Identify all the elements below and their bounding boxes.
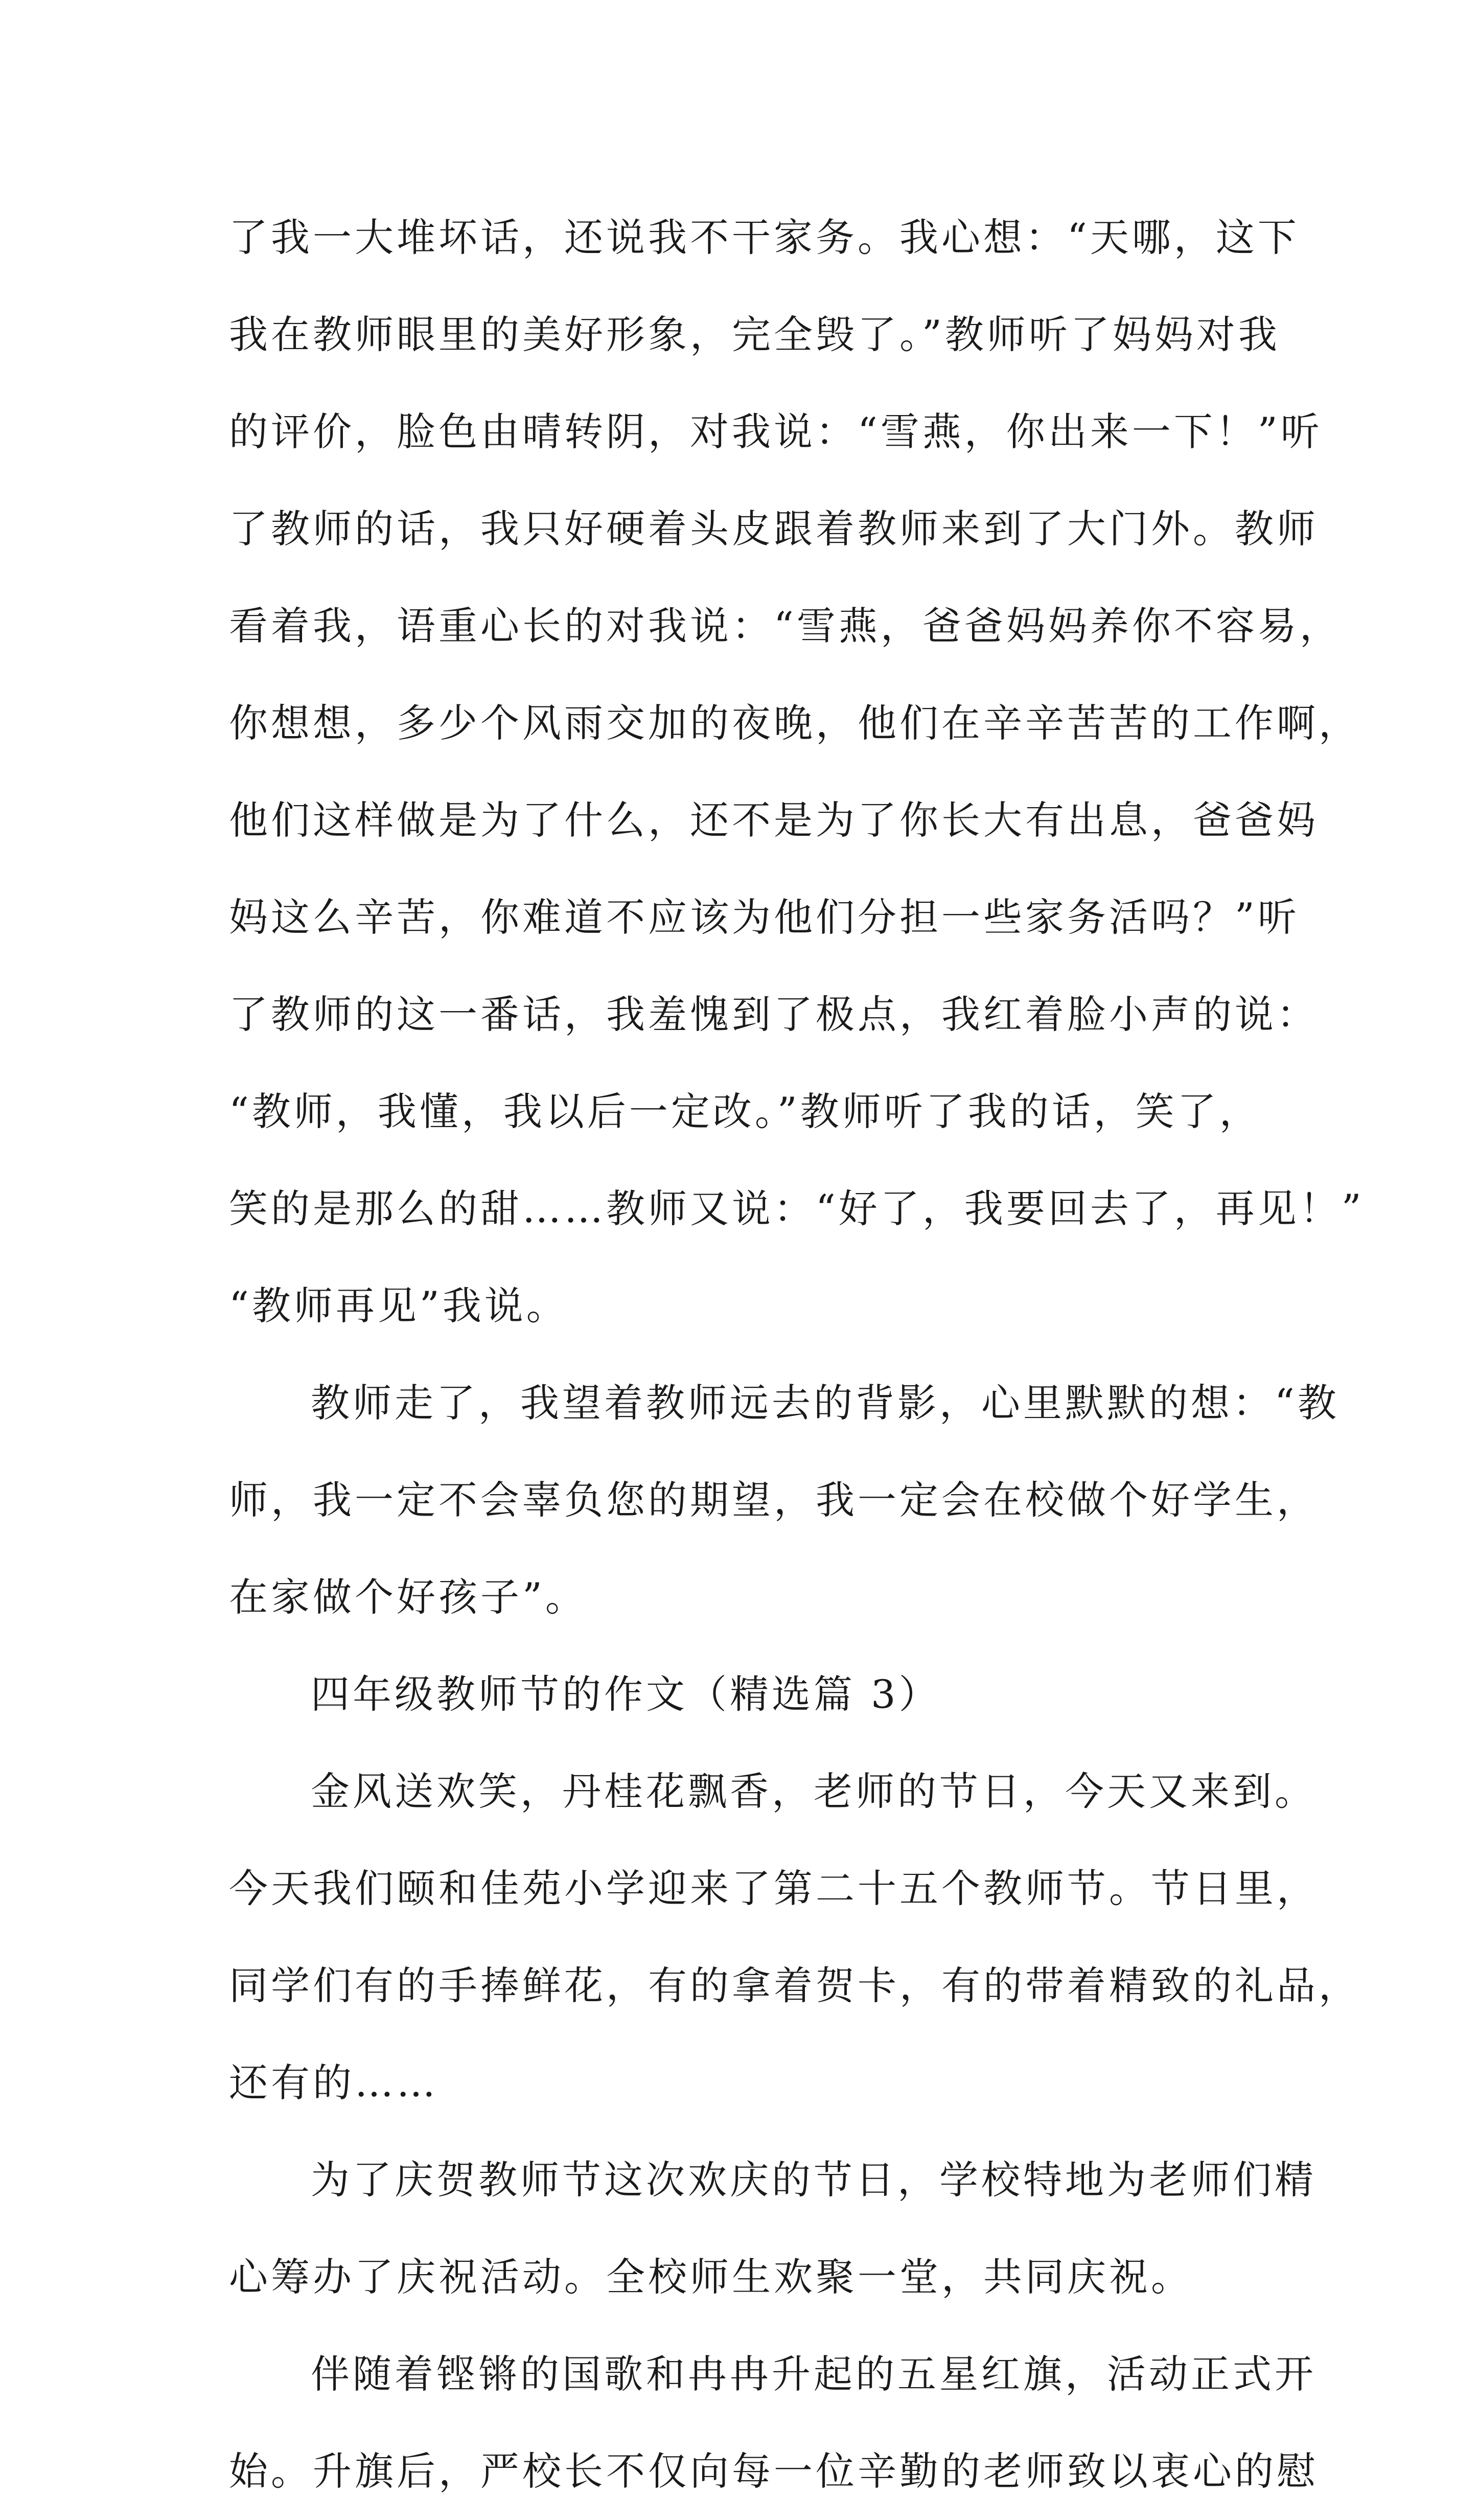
text-line: 看着我，语重心长的对我说：“雪燕，爸爸妈妈养你不容易， [229,603,1342,649]
section-heading: 四年级教师节的作文（精选篇 3） [311,1671,941,1717]
text-line: 了我一大堆坏话，还说我不干家务。我心想：“天哪，这下 [229,215,1300,260]
text-line: 同学们有的手捧鲜花，有的拿着贺卡，有的带着精致的礼品， [229,1963,1360,2008]
text-line: 你想想，多少个风雨交加的夜晚，他们在辛辛苦苦的工作啊， [229,700,1360,746]
text-line: 心筹办了庆祝活动。全校师生欢聚一堂，共同庆祝。 [229,2254,1193,2300]
text-line: 师，我一定不会辜负您的期望，我一定会在校做个好学生， [229,1477,1319,1523]
text-line: 还有的…… [229,2060,438,2105]
text-line: 笑的是那么的甜……教师又说：“好了，我要回去了，再见！” [229,1186,1365,1231]
text-line: 妈这么辛苦，你难道不应该为他们分担一些家务活吗？”听 [229,895,1300,940]
text-line: 了教师的这一番话，我羞愧到了极点，我红着脸小声的说： [229,992,1319,1037]
text-line: 在家做个好孩子”。 [229,1574,587,1620]
paragraph-first-line: 伴随着铿锵的国歌和冉冉升起的五星红旗，活动正式开 [311,2351,1316,2397]
text-line: 始。升旗后，严校长不仅向每一位辛勤的老师致以衷心的慰 [229,2448,1319,2494]
paragraph-first-line: 为了庆贺教师节这次欢庆的节日，学校特地为老师们精 [311,2157,1316,2203]
text-line: 今天我们颐和佳苑小学迎来了第二十五个教师节。节日里， [229,1866,1319,1911]
text-line: “教师，我懂，我以后一定改。”教师听了我的话，笑了， [229,1089,1261,1134]
paragraph-first-line: 金风送欢笑，丹桂花飘香，老师的节日，今天又来到。 [311,1769,1316,1814]
body-text [229,189,1365,2520]
text-line: 了教师的话，我只好硬着头皮跟着教师来到了大门外。教师 [229,506,1319,552]
text-line: 他们这样做是为了什么，还不是为了你长大有出息，爸爸妈 [229,797,1319,843]
text-line: 的评价，脸色由晴转阴，对我说：“雪燕，你出来一下！”听 [229,409,1323,454]
text-line: “教师再见”我说。 [229,1283,568,1328]
paragraph-first-line: 教师走了，我望着教师远去的背影，心里默默的想：“教 [311,1380,1339,1426]
text-line: 我在教师眼里的美好形象，完全毁了。”教师听了妈妈对我 [229,312,1280,357]
